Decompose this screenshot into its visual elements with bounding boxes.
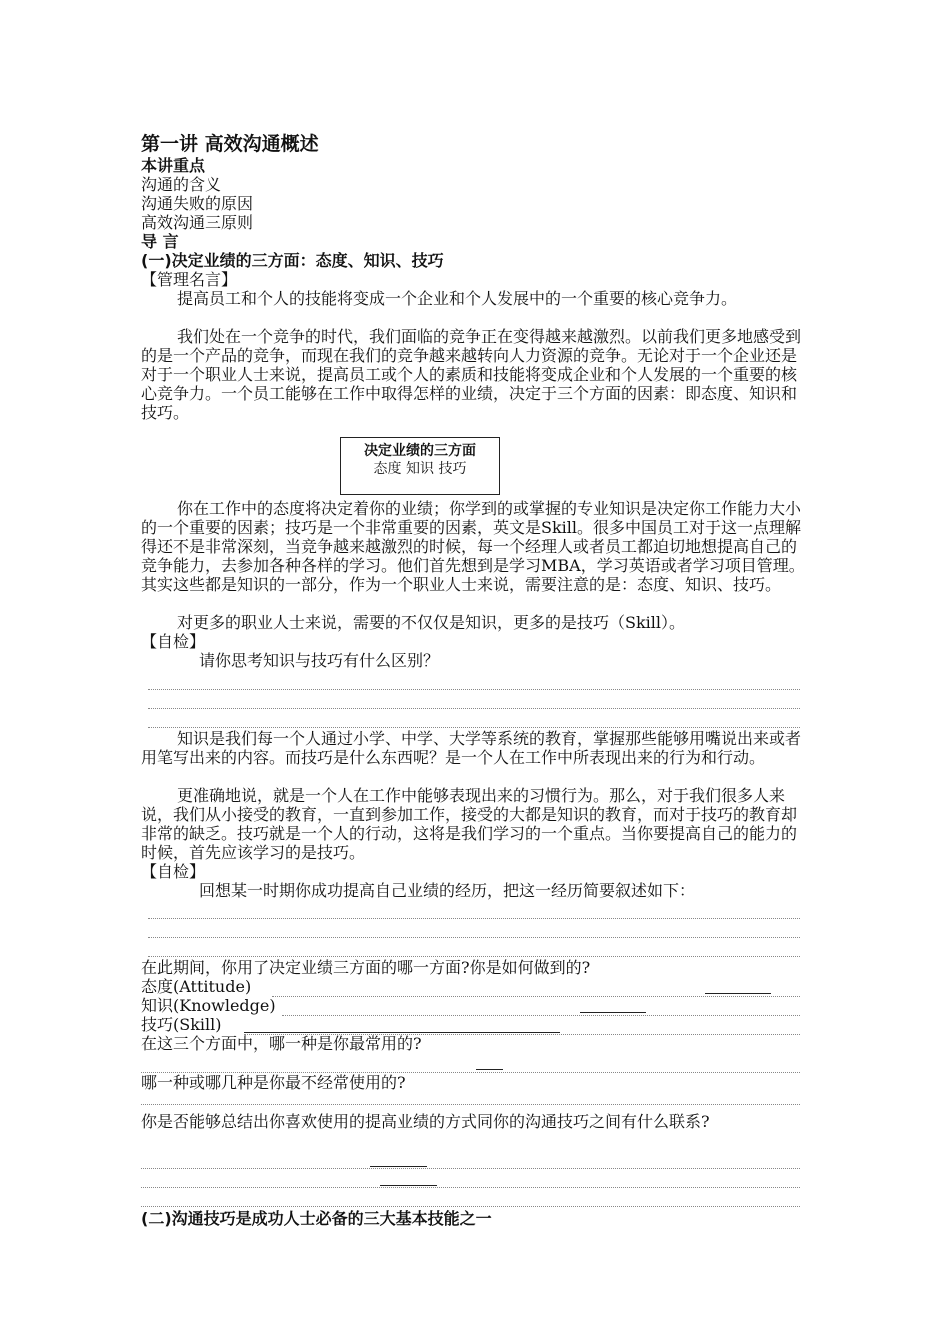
answer-line[interactable] [148,689,800,690]
answer-line[interactable] [141,1206,800,1207]
paragraph: 知识是我们每一个人通过小学、中学、大学等系统的教育，掌握那些能够用嘴说出来或者用笔写出来的内容。而技巧是什么东西呢？是一个人在工作中所表现出来的行为和行动。 [141,729,802,767]
knowledge-label: 知识(Knowledge) [141,996,276,1015]
paragraph: 我们处在一个竞争的时代，我们面临的竞争正在变得越来越激烈。以前我们更多地感受到的是一个产品的竞争，而现在我们的竞争越来越转向人力资源的竞争。无论对于一个企业还是对于一个职业人士来说，提高员工或个人的素质和技能将变成企业和个人发展的一个重要的核心竞争力。一个员工能够在工作中取得怎样的业绩，决定于三个方面的因素：即态度、知识和技巧。 [141,327,802,422]
underline-mark [705,993,771,994]
section2-heading: (二)沟通技巧是成功人士必备的三大基本技能之一 [141,1209,492,1228]
self-check-label: 【自检】 [141,862,206,881]
answer-line[interactable] [148,956,800,957]
question-text: 在这三个方面中，哪一种是你最常用的? [141,1034,422,1053]
knowledge-answer-line[interactable] [282,1015,800,1016]
key-point-item: 沟通失败的原因 [141,194,254,213]
attitude-answer-line[interactable] [272,996,800,997]
intro-heading: 导 言 [141,232,179,251]
quote-label: 【管理名言】 [141,270,238,289]
paragraph: 对更多的职业人士来说，需要的不仅仅是知识，更多的是技巧（Skill）。 [177,613,686,632]
page-title: 第一讲 高效沟通概述 [141,133,319,155]
answer-line[interactable] [148,727,800,728]
question-text: 你是否能够总结出你喜欢使用的提高业绩的方式同你的沟通技巧之间有什么联系? [141,1112,710,1131]
underline-mark [476,1069,503,1070]
three-factors-box [340,437,500,495]
box-items: 态度 知识 技巧 [373,461,467,477]
question-text: 哪一种或哪几种是你最不经常使用的? [141,1073,406,1092]
answer-line[interactable] [148,937,800,938]
answer-line[interactable] [141,1104,800,1105]
section1-heading: (一)决定业绩的三方面：态度、知识、技巧 [141,251,444,270]
underline-mark [380,1185,437,1186]
answer-line[interactable] [148,708,800,709]
self-check-question: 请你思考知识与技巧有什么区别？ [199,651,440,670]
paragraph: 你在工作中的态度将决定着你的业绩；你学到的或掌握的专业知识是决定你工作能力大小的一个重要的因素；技巧是一个非常重要的因素，英文是Skill。很多中国员工对于这一点理解得还不是非常深刻，当竞争越来越激烈的时候，每一个经理人或者员工都迫切地想提高自己的竞争能力，去参加各种各样的学习。他们首先想到是学习MBA，学习英语或者学习项目管理。其实这些都是知识的一部分，作为一个职业人士来说，需要注意的是：态度、知识、技巧。 [141,499,805,594]
paragraph: 更准确地说，就是一个人在工作中能够表现出来的习惯行为。那么，对于我们很多人来说，我们从小接受的教育，一直到参加工作，接受的大都是知识的教育，而对于技巧的教育却非常的缺乏。技巧就是一个人的行动，这将是我们学习的一个重点。当你要提高自己的能力的时候，首先应该学习的是技巧。 [141,786,798,862]
skill-label: 技巧(Skill) [141,1015,222,1034]
key-point-item: 高效沟通三原则 [141,213,254,232]
self-check-question: 回想某一时期你成功提高自己业绩的经历，把这一经历简要叙述如下： [199,881,696,900]
answer-line[interactable] [141,1187,800,1188]
attitude-label: 态度(Attitude) [141,977,252,996]
quote-text: 提高员工和个人的技能将变成一个企业和个人发展中的一个重要的核心竞争力。 [177,289,738,308]
key-point-item: 沟通的含义 [141,175,222,194]
answer-line[interactable] [148,918,800,919]
underline-mark [370,1166,427,1167]
box-title: 决定业绩的三方面 [364,443,476,459]
underline-mark [580,1012,646,1013]
underline-mark [244,1032,560,1033]
answer-line[interactable] [141,1168,800,1169]
question-text: 在此期间，你用了决定业绩三方面的哪一方面?你是如何做到的? [141,958,591,977]
key-points-heading: 本讲重点 [141,156,206,175]
self-check-label: 【自检】 [141,632,206,651]
